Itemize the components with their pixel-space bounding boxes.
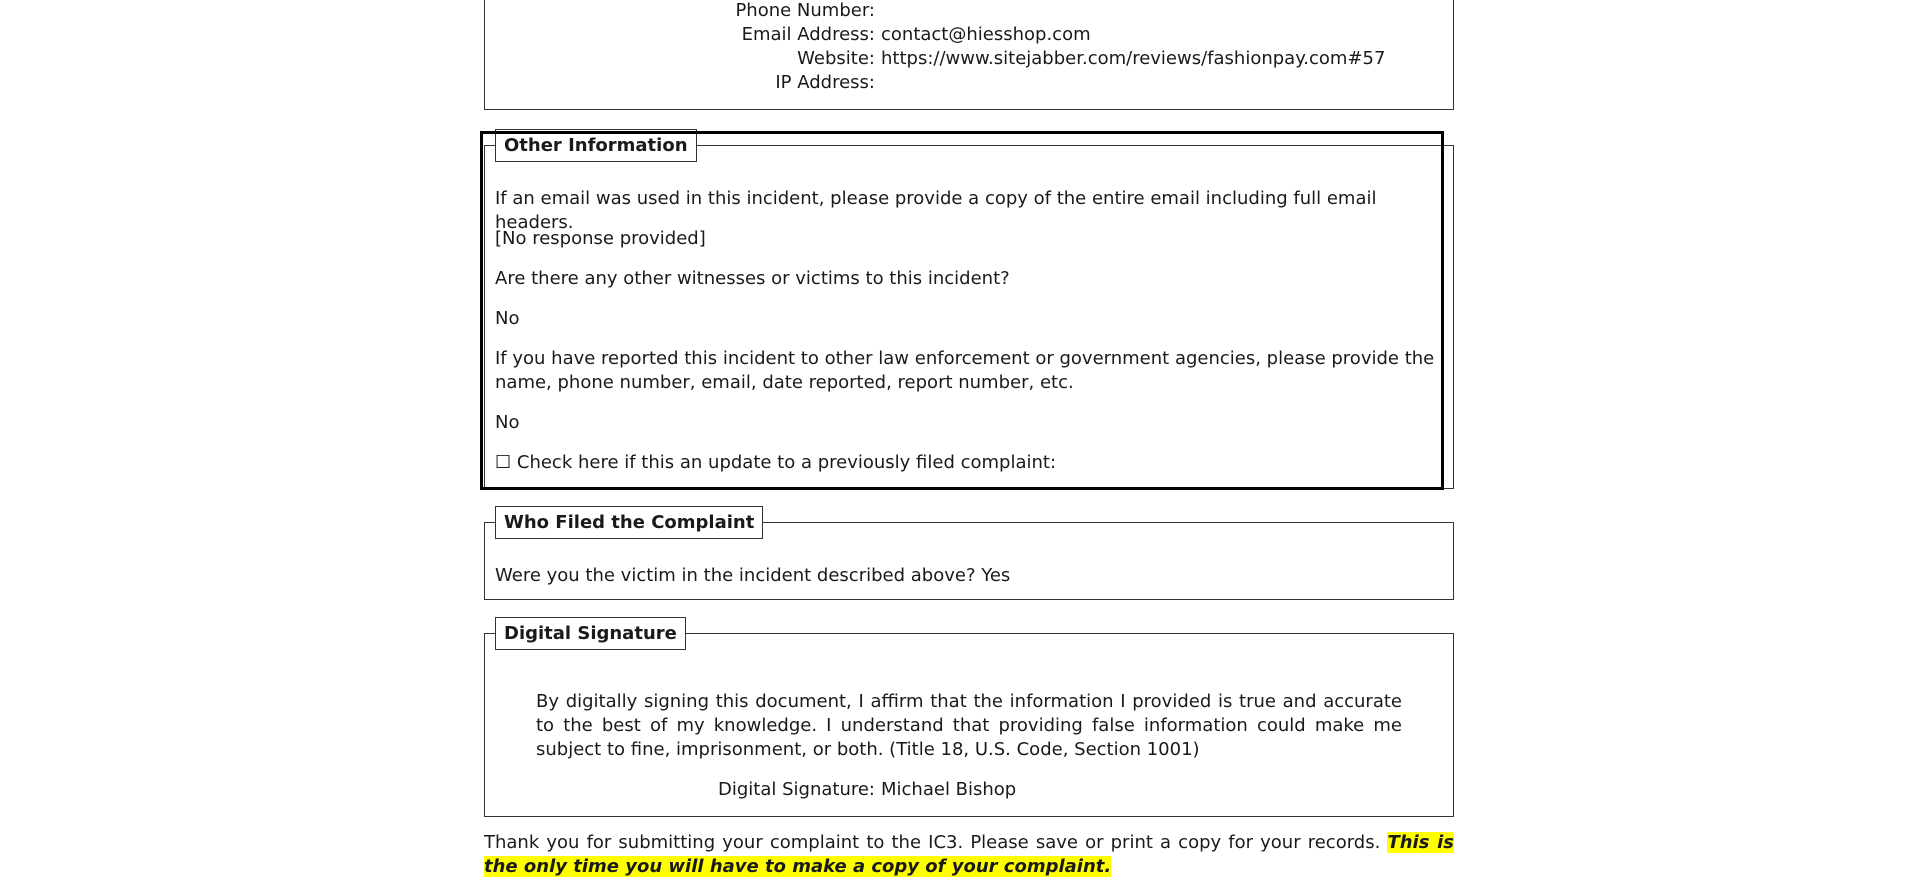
ip-label: IP Address: bbox=[775, 72, 875, 93]
other-information-title: Other Information bbox=[495, 129, 697, 162]
digital-signature-title: Digital Signature bbox=[495, 617, 686, 650]
witnesses-question: Are there any other witnesses or victims to this incident? bbox=[495, 268, 1010, 289]
website-label: Website: bbox=[797, 48, 875, 69]
signature-label: Digital Signature: bbox=[718, 779, 875, 800]
digital-signature-section bbox=[484, 623, 1454, 817]
email-answer: [No response provided] bbox=[495, 228, 706, 249]
email-value: contact@hiesshop.com bbox=[881, 24, 1091, 45]
affirmation-text: By digitally signing this document, I affirm that the information I provided is true and accurate to the best of my knowledge. I understand that providing false information could make me subject to fine, imprisonment, or both. (Title 18, U.S. Code, Section 1001) bbox=[536, 691, 1402, 760]
contact-info-section bbox=[484, 0, 1454, 110]
who-filed-section bbox=[484, 512, 1454, 600]
reported-question: If you have reported this incident to other law enforcement or government agencies, please provide the name, phone number, email, date reported, report number, etc. bbox=[495, 348, 1435, 393]
reported-answer: No bbox=[495, 412, 520, 433]
thank-you-text: Thank you for submitting your complaint to the IC3. Please save or print a copy for your records. bbox=[484, 832, 1381, 853]
email-label: Email Address: bbox=[741, 24, 875, 45]
update-checkbox-label: Check here if this an update to a previously filed complaint: bbox=[516, 452, 1057, 473]
thank-you-note bbox=[484, 831, 1454, 879]
witnesses-answer: No bbox=[495, 308, 520, 329]
other-information-section bbox=[484, 135, 1454, 489]
complaint-document bbox=[484, 0, 1454, 888]
victim-question: Were you the victim in the incident described above? Yes bbox=[495, 565, 1011, 586]
copy-warning: This is the only time you will have to make a copy of your complaint. bbox=[484, 832, 1454, 877]
website-value: https://www.sitejabber.com/reviews/fashionpay.com#57 bbox=[881, 48, 1386, 69]
signature-value: Michael Bishop bbox=[881, 779, 1017, 800]
phone-label: Phone Number: bbox=[735, 0, 875, 21]
checkbox-icon[interactable]: ☐ bbox=[495, 452, 512, 473]
who-filed-title: Who Filed the Complaint bbox=[495, 506, 763, 539]
email-question: If an email was used in this incident, please provide a copy of the entire email including full email headers. bbox=[495, 188, 1377, 233]
update-checkbox-row bbox=[495, 451, 1435, 475]
